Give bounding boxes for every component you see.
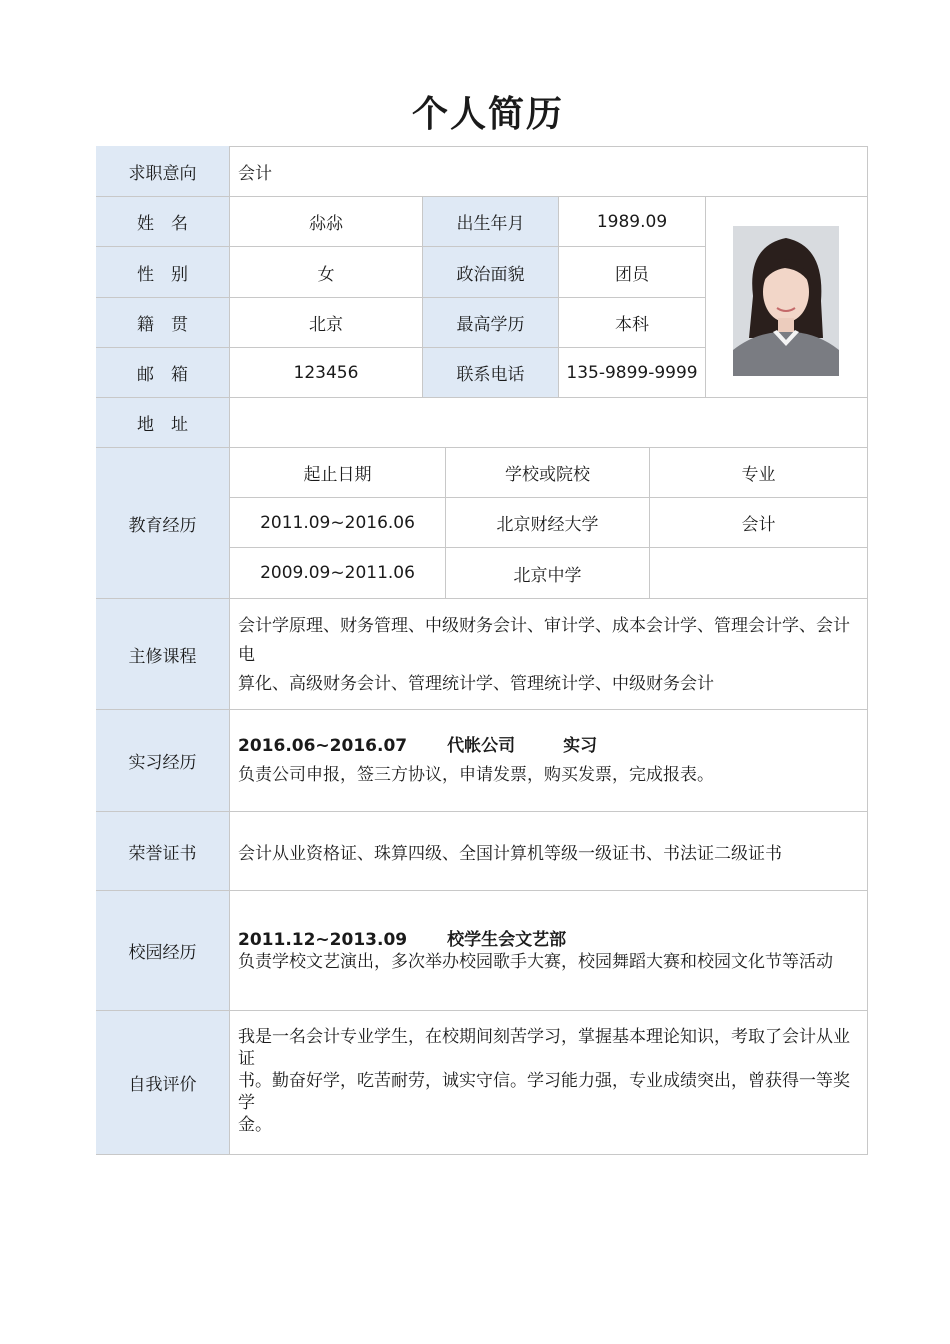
phone-label: 联系电话 bbox=[423, 348, 559, 398]
education-row-major: 会计 bbox=[650, 498, 868, 548]
email-value: 123456 bbox=[230, 348, 423, 398]
courses-line: 算化、高级财务会计、管理统计学、管理统计学、中级财务会计 bbox=[238, 673, 714, 694]
name-label: 姓 名 bbox=[96, 197, 230, 247]
education-row-school: 北京中学 bbox=[446, 548, 650, 599]
profile-photo bbox=[733, 226, 839, 376]
internship-desc: 负责公司申报，签三方协议，申请发票，购买发票，完成报表。 bbox=[238, 764, 714, 785]
email-label: 邮 箱 bbox=[96, 348, 230, 398]
internship-period: 2016.06~2016.07 bbox=[238, 735, 408, 756]
honors-text: 会计从业资格证、珠算四级、全国计算机等级一级证书、书法证二级证书 bbox=[230, 812, 868, 891]
internship-company: 代帐公司 bbox=[447, 735, 516, 756]
courses-label: 主修课程 bbox=[96, 599, 230, 710]
degree-label: 最高学历 bbox=[423, 298, 559, 348]
campus-label: 校园经历 bbox=[96, 891, 230, 1011]
education-header-school: 学校或院校 bbox=[446, 448, 650, 498]
courses-line: 会计学原理、财务管理、中级财务会计、审计学、成本会计学、管理会计学、会计电 bbox=[238, 615, 850, 665]
internship-label: 实习经历 bbox=[96, 710, 230, 812]
campus-period: 2011.12~2013.09 bbox=[238, 929, 408, 950]
self-eval-label: 自我评价 bbox=[96, 1011, 230, 1155]
campus-desc: 负责学校文艺演出，多次举办校园歌手大赛，校园舞蹈大赛和校园文化节等活动 bbox=[238, 951, 833, 972]
honors-label: 荣誉证书 bbox=[96, 812, 230, 891]
campus-org: 校学生会文艺部 bbox=[447, 929, 567, 950]
phone-value: 135-9899-9999 bbox=[559, 348, 706, 398]
education-row-school: 北京财经大学 bbox=[446, 498, 650, 548]
intent-label: 求职意向 bbox=[96, 146, 230, 197]
self-eval-line: 金。 bbox=[238, 1114, 272, 1135]
self-eval-cell bbox=[230, 1011, 868, 1155]
page-title: 个人简历 bbox=[411, 94, 564, 135]
campus-cell bbox=[230, 891, 868, 1011]
gender-value: 女 bbox=[230, 247, 423, 298]
education-header-date: 起止日期 bbox=[230, 448, 446, 498]
political-value: 团员 bbox=[559, 247, 706, 298]
internship-cell bbox=[230, 710, 868, 812]
education-row-date: 2011.09~2016.06 bbox=[230, 498, 446, 548]
hometown-value: 北京 bbox=[230, 298, 423, 348]
education-row-major bbox=[650, 548, 868, 599]
courses-cell bbox=[230, 599, 868, 710]
address-label: 地 址 bbox=[96, 398, 230, 448]
education-header-major: 专业 bbox=[650, 448, 868, 498]
birth-label: 出生年月 bbox=[423, 197, 559, 247]
address-value bbox=[230, 398, 868, 448]
name-value: 尛尛 bbox=[230, 197, 423, 247]
education-row-date: 2009.09~2011.06 bbox=[230, 548, 446, 599]
political-label: 政治面貌 bbox=[423, 247, 559, 298]
self-eval-line: 书。勤奋好学，吃苦耐劳，诚实守信。学习能力强，专业成绩突出，曾获得一等奖学 bbox=[238, 1070, 850, 1113]
degree-value: 本科 bbox=[559, 298, 706, 348]
intent-value: 会计 bbox=[230, 146, 868, 197]
internship-role: 实习 bbox=[563, 735, 598, 756]
gender-label: 性 别 bbox=[96, 247, 230, 298]
self-eval-line: 我是一名会计专业学生，在校期间刻苦学习，掌握基本理论知识，考取了会计从业证 bbox=[238, 1026, 850, 1069]
birth-value: 1989.09 bbox=[559, 197, 706, 247]
hometown-label: 籍 贯 bbox=[96, 298, 230, 348]
education-label: 教育经历 bbox=[96, 448, 230, 599]
